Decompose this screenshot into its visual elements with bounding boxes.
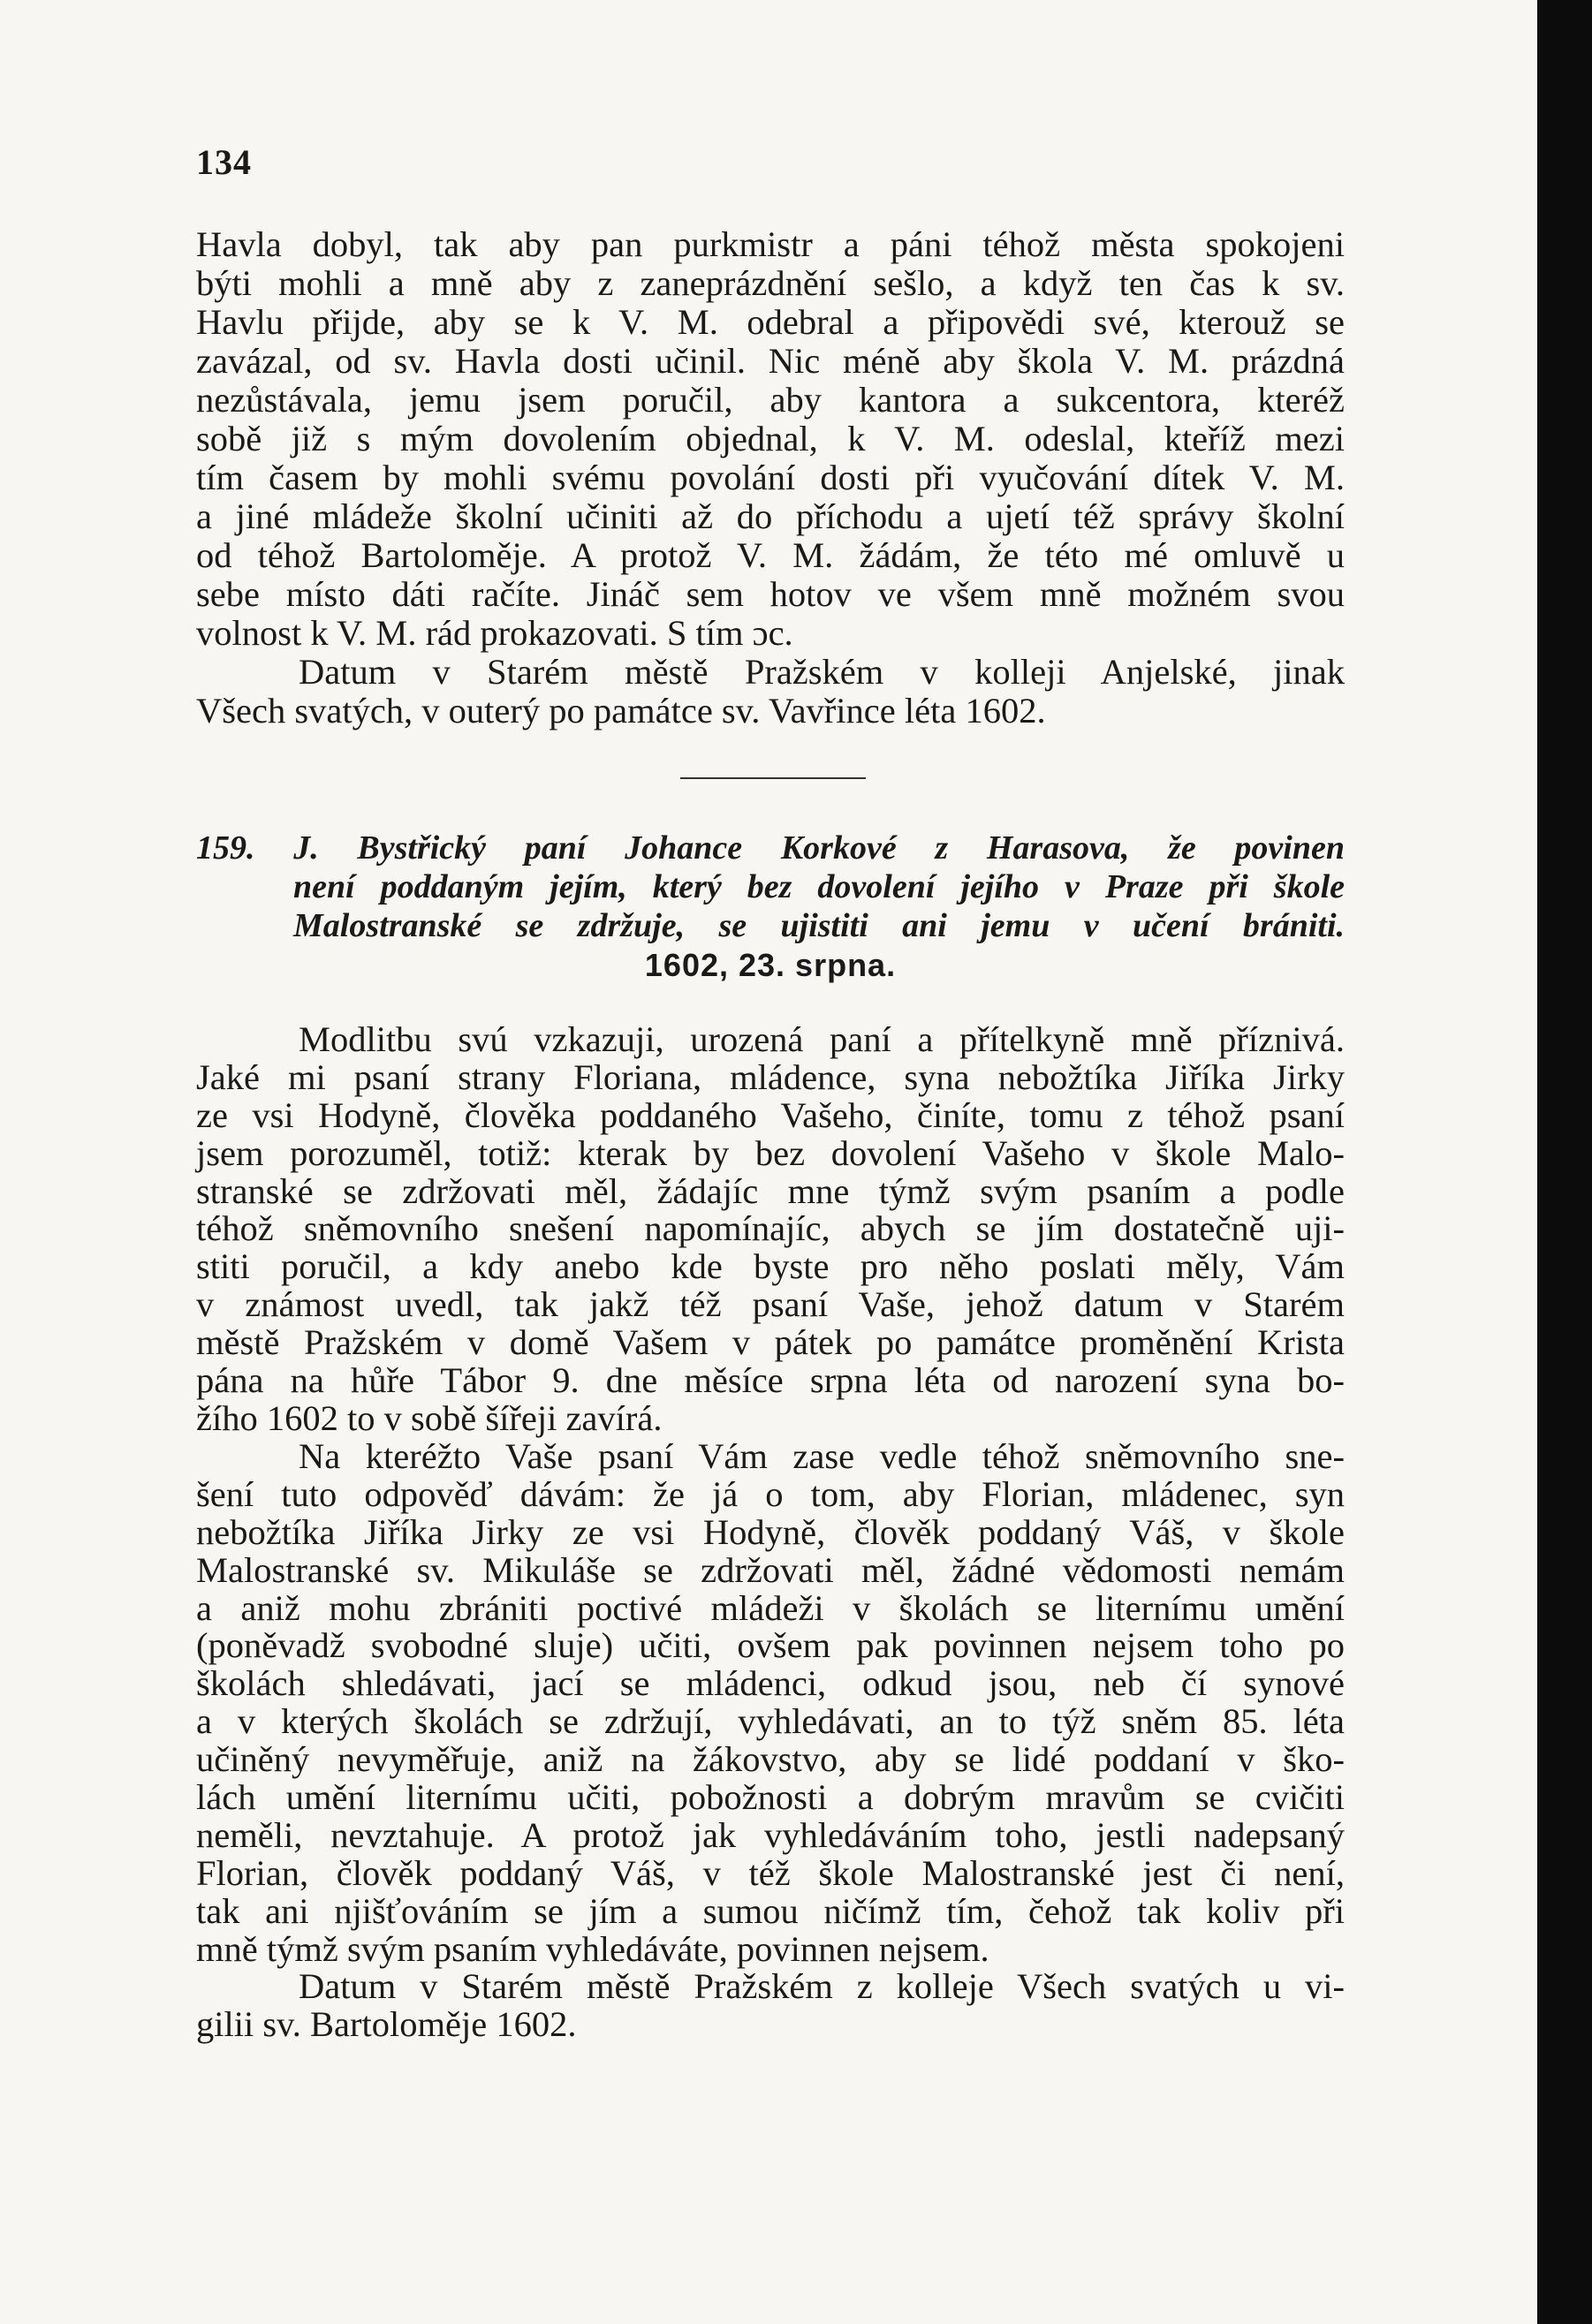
text-line: (poněvadž svobodné sluje) učiti, ovšem pak povinnen nejsem toho po	[196, 1625, 1345, 1666]
text-line: gilii sv. Bartoloměje 1602.	[196, 2004, 577, 2045]
text-line: školách shledávati, jací se mládenci, odkud jsou, neb čí synové	[196, 1663, 1345, 1704]
text-line: Datum v Starém městě Pražském v kolleji Anjelské, jinak	[299, 652, 1345, 692]
text-line: a v kterých školách se zdržují, vyhledávati, an to týž sněm 85. léta	[196, 1701, 1345, 1742]
text-line: stranské se zdržovati měl, žádajíc mne týmž svým psaním a podle	[196, 1170, 1345, 1211]
text-line: Modlitbu svú vzkazuji, urozená paní a přítelkyně mně příznivá.	[299, 1019, 1345, 1059]
text-line: v známost uvedl, tak jakž též psaní Vaše, jehož datum v Starém	[196, 1284, 1345, 1325]
text-line: Havlu přijde, aby se k V. M. odebral a připovědi své, kterouž se	[196, 302, 1345, 342]
heading-line: 159. J. Bystřický paní Johance Korkové z Harasova, že povinen	[196, 829, 1345, 867]
text-line: nezůstávala, jemu jsem poručil, aby kantora a sukcentora, kteréž	[196, 380, 1345, 420]
text-line: tak ani njišťováním se jím a sumou ničímž tím, čehož tak koliv při	[196, 1890, 1345, 1931]
paragraph-3	[196, 1438, 1345, 2044]
text-line: mně týmž svým psaním vyhledáváte, povinnen nejsem.	[196, 1928, 989, 1969]
text-line: zavázal, od sv. Havla dosti učinil. Nic méně aby škola V. M. prázdná	[196, 341, 1345, 381]
text-line: býti mohli a mně aby z zaneprázdnění sešlo, a když ten čas k sv.	[196, 263, 1345, 303]
heading-line: Malostranské se zdržuje, se ujistiti ani jemu v učení brániti.	[293, 907, 1345, 944]
text-line: nebožtíka Jiříka Jirky ze vsi Hodyně, člověk poddaný Váš, v škole	[196, 1511, 1345, 1552]
text-line: neměli, nevztahuje. A protož jak vyhledáváním toho, jestli nadepsaný	[196, 1814, 1345, 1855]
text-line: Malostranské sv. Mikuláše se zdržovati měl, žádné vědomosti nemám	[196, 1549, 1345, 1590]
text-line: Na kteréžto Vaše psaní Vám zase vedle téhož sněmovního sne-	[299, 1436, 1345, 1476]
text-line: sobě již s mým dovolením objednal, k V. M. odeslal, kteříž mezi	[196, 419, 1345, 458]
text-line: Datum v Starém městě Pražském z kolleje Všech svatých u vi-	[299, 1966, 1345, 2007]
text-line: od téhož Bartoloměje. A protož V. M. žádám, že této mé omluvě u	[196, 535, 1345, 575]
text-line: a jiné mládeže školní učiniti až do příchodu a ujetí též správy školní	[196, 496, 1345, 536]
scan-border	[1537, 0, 1592, 2324]
text-line: Havla dobyl, tak aby pan purkmistr a páni téhož města spokojeni	[196, 224, 1345, 264]
text-line: žího 1602 to v sobě šířeji zavírá.	[196, 1397, 663, 1438]
text-line: tím časem by mohli svému povolání dosti při vyučování dítek V. M.	[196, 458, 1345, 497]
heading-line: není poddaným jejím, který bez dovolení jejího v Praze při škole	[293, 868, 1345, 905]
text-line: šení tuto odpověď dávám: že já o tom, aby Florian, mládenec, syn	[196, 1473, 1345, 1514]
text-line: lách umění liternímu učiti, pobožnosti a dobrým mravům se cvičiti	[196, 1777, 1345, 1818]
text-line: volnost k V. M. rád prokazovati. S tím ɔc.	[196, 613, 793, 653]
letter-heading	[196, 829, 1345, 945]
text-line: Všech svatých, v outerý po památce sv. Vavřince léta 1602.	[196, 691, 1046, 731]
section-divider	[680, 777, 866, 779]
text-line: jsem porozuměl, totiž: kterak by bez dovolení Vašeho v škole Malo-	[196, 1132, 1345, 1173]
paragraph-1	[196, 225, 1345, 731]
text-line: Jaké mi psaní strany Floriana, mládence, syna nebožtíka Jiříka Jirky	[196, 1056, 1345, 1097]
paragraph-2	[196, 1021, 1345, 1438]
text-line: městě Pražském v domě Vašem v pátek po památce proměnění Krista	[196, 1322, 1345, 1363]
text-line: téhož sněmovního snešení napomínajíc, abych se jím dostatečně uji-	[196, 1208, 1345, 1249]
text-line: pána na hůře Tábor 9. dne měsíce srpna léta od narození syna bo-	[196, 1360, 1345, 1401]
text-line: sebe místo dáti račíte. Jináč sem hotov ve všem mně možném svou	[196, 574, 1345, 614]
text-line: učiněný nevyměřuje, aniž na žákovstvo, aby se lidé poddaní v ško-	[196, 1739, 1345, 1780]
text-line: Florian, člověk poddaný Váš, v též škole Malostranské jest či není,	[196, 1852, 1345, 1893]
page-number: 134	[196, 142, 252, 182]
text-line: stiti poručil, a kdy anebo kde byste pro něho poslati měly, Vám	[196, 1246, 1345, 1287]
text-line: ze vsi Hodyně, člověka poddaného Vašeho, činíte, tomu z téhož psaní	[196, 1094, 1345, 1135]
letter-date: 1602, 23. srpna.	[644, 947, 897, 983]
text-line: a aniž mohu zbrániti poctivé mládeži v školách se liternímu umění	[196, 1587, 1345, 1628]
